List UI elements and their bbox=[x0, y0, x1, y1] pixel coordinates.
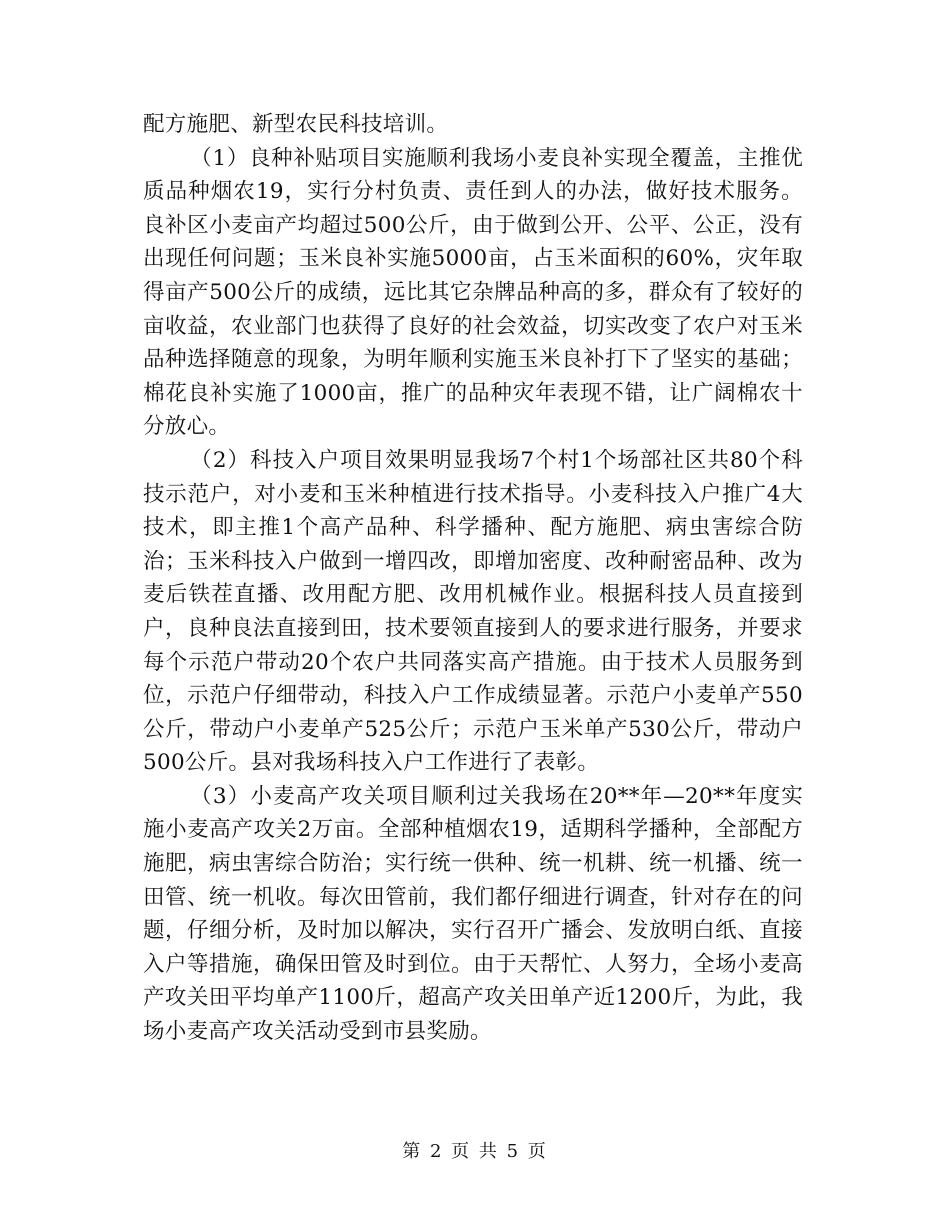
page-footer: 第 2 页 共 5 页 bbox=[402, 1141, 548, 1162]
paragraph-tech-household: （2）科技入户项目效果明显我场7个村1个场部社区共80个科技示范户，对小麦和玉米种植进行技术指导。小麦科技入户推广4大技术，即主推1个高产品种、科学播种、配方施肥、病虫害综合防治；玉米科技入户做到一增四改，即增加密度、改种耐密品种、改为麦后铁茬直播、改用配方肥、改用机械作业。根据科技人员直接到户，良种良法直接到田，技术要领直接到人的要求进行服务，并要求每个示范户带动20个农户共同落实高产措施。由于技术人员服务到位，示范户仔细带动，科技入户工作成绩显著。示范户小麦单产550公斤，带动户小麦单产525公斤；示范户玉米单产530公斤，带动户500公斤。县对我场科技入户工作进行了表彰。 bbox=[143, 447, 803, 776]
paragraph-continuation: 配方施肥、新型农民科技培训。 bbox=[143, 112, 449, 137]
paragraph-seed-subsidy: （1）良种补贴项目实施顺利我场小麦良补实现全覆盖，主推优质品种烟农19，实行分村负责、责任到人的办法，做好技术服务。良补区小麦亩产均超过500公斤，由于做到公开、公平、公正，没有出现任何问题；玉米良补实施5000亩，占玉米面积的60%，灾年取得亩产500公斤的成绩，远比其它杂牌品种高的多，群众有了较好的亩收益，农业部门也获得了良好的社会效益，切实改变了农户对玉米品种选择随意的现象，为明年顺利实施玉米良补打下了坚实的基础；棉花良补实施了1000亩，推广的品种灾年表现不错，让广阔棉农十分放心。 bbox=[143, 145, 803, 440]
paragraph-wheat-high-yield: （3）小麦高产攻关项目顺利过关我场在20**年—20**年度实施小麦高产攻关2万亩。全部种植烟农19，适期科学播种，全部配方施肥，病虫害综合防治；实行统一供种、统一机耕、统一机播、统一田管、统一机收。每次田管前，我们都仔细进行调查，针对存在的问题，仔细分析，及时加以解决，实行召开广播会、发放明白纸、直接入户等措施，确保田管及时到位。由于天帮忙、人努力，全场小麦高产攻关田平均单产1100斤，超高产攻关田单产近1200斤，为此，我场小麦高产攻关活动受到市县奖励。 bbox=[143, 783, 803, 1045]
document-body bbox=[143, 108, 803, 1049]
